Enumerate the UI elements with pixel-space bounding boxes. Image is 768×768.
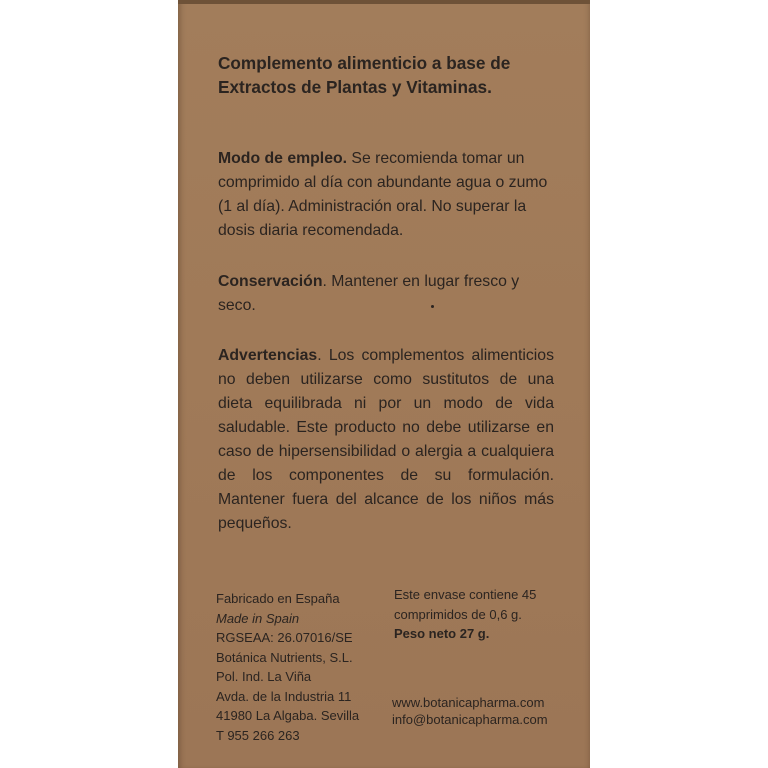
city-address: 41980 La Algaba. Sevilla bbox=[216, 708, 360, 723]
contact-info bbox=[392, 694, 588, 728]
box-top-edge bbox=[178, 0, 590, 4]
warnings-text: . Los complementos alimenticios no deben utilizarse como sustitutos de una dieta equilibrada ni por un modo de vida saludable. Este producto no debe utilizarse en caso de hipersensibilidad o alergia a cualquiera de los componentes de su formulación. Mantener fuera del alcance de los niños más pequeños. bbox=[218, 347, 554, 532]
storage-label: Conservación bbox=[218, 273, 323, 290]
made-in-english: Made in Spain bbox=[216, 610, 300, 626]
street-address: Avda. de la Industria 11 bbox=[216, 688, 352, 704]
manufacturer-info bbox=[216, 589, 386, 745]
package-contents-info bbox=[394, 585, 584, 644]
warnings-label: Advertencias bbox=[218, 347, 318, 364]
storage-text: . Mantener en lugar fresco y seco. bbox=[218, 273, 520, 314]
phone-number: T 955 266 263 bbox=[216, 727, 300, 743]
made-in-spanish: Fabricado en España bbox=[216, 591, 340, 606]
print-speck bbox=[431, 305, 434, 308]
rgseaa-number: RGSEAA: 26.07016/SE bbox=[216, 630, 353, 645]
storage-instructions bbox=[218, 270, 554, 318]
product-box-side-panel bbox=[178, 0, 590, 768]
company-name: Botánica Nutrients, S.L. bbox=[216, 649, 353, 665]
email-address: info@botanicapharma.com bbox=[392, 712, 548, 727]
product-description-heading: Complemento alimenticio a base de Extractos de Plantas y Vitaminas. bbox=[218, 53, 511, 97]
net-weight: Peso neto 27 g. bbox=[394, 626, 490, 641]
industrial-estate: Pol. Ind. La Viña bbox=[216, 669, 312, 684]
usage-label: Modo de empleo. bbox=[218, 150, 348, 167]
usage-instructions bbox=[218, 147, 554, 243]
contents-line: Este envase contiene 45 comprimidos de 0,6 g. bbox=[394, 587, 537, 622]
usage-text: Se recomienda tomar un comprimido al día con abundante agua o zumo (1 al día). Administración oral. No superar la dosis diaria recomendada. bbox=[218, 150, 548, 239]
website-url: www.botanicapharma.com bbox=[392, 695, 545, 710]
warnings-section bbox=[218, 344, 554, 536]
